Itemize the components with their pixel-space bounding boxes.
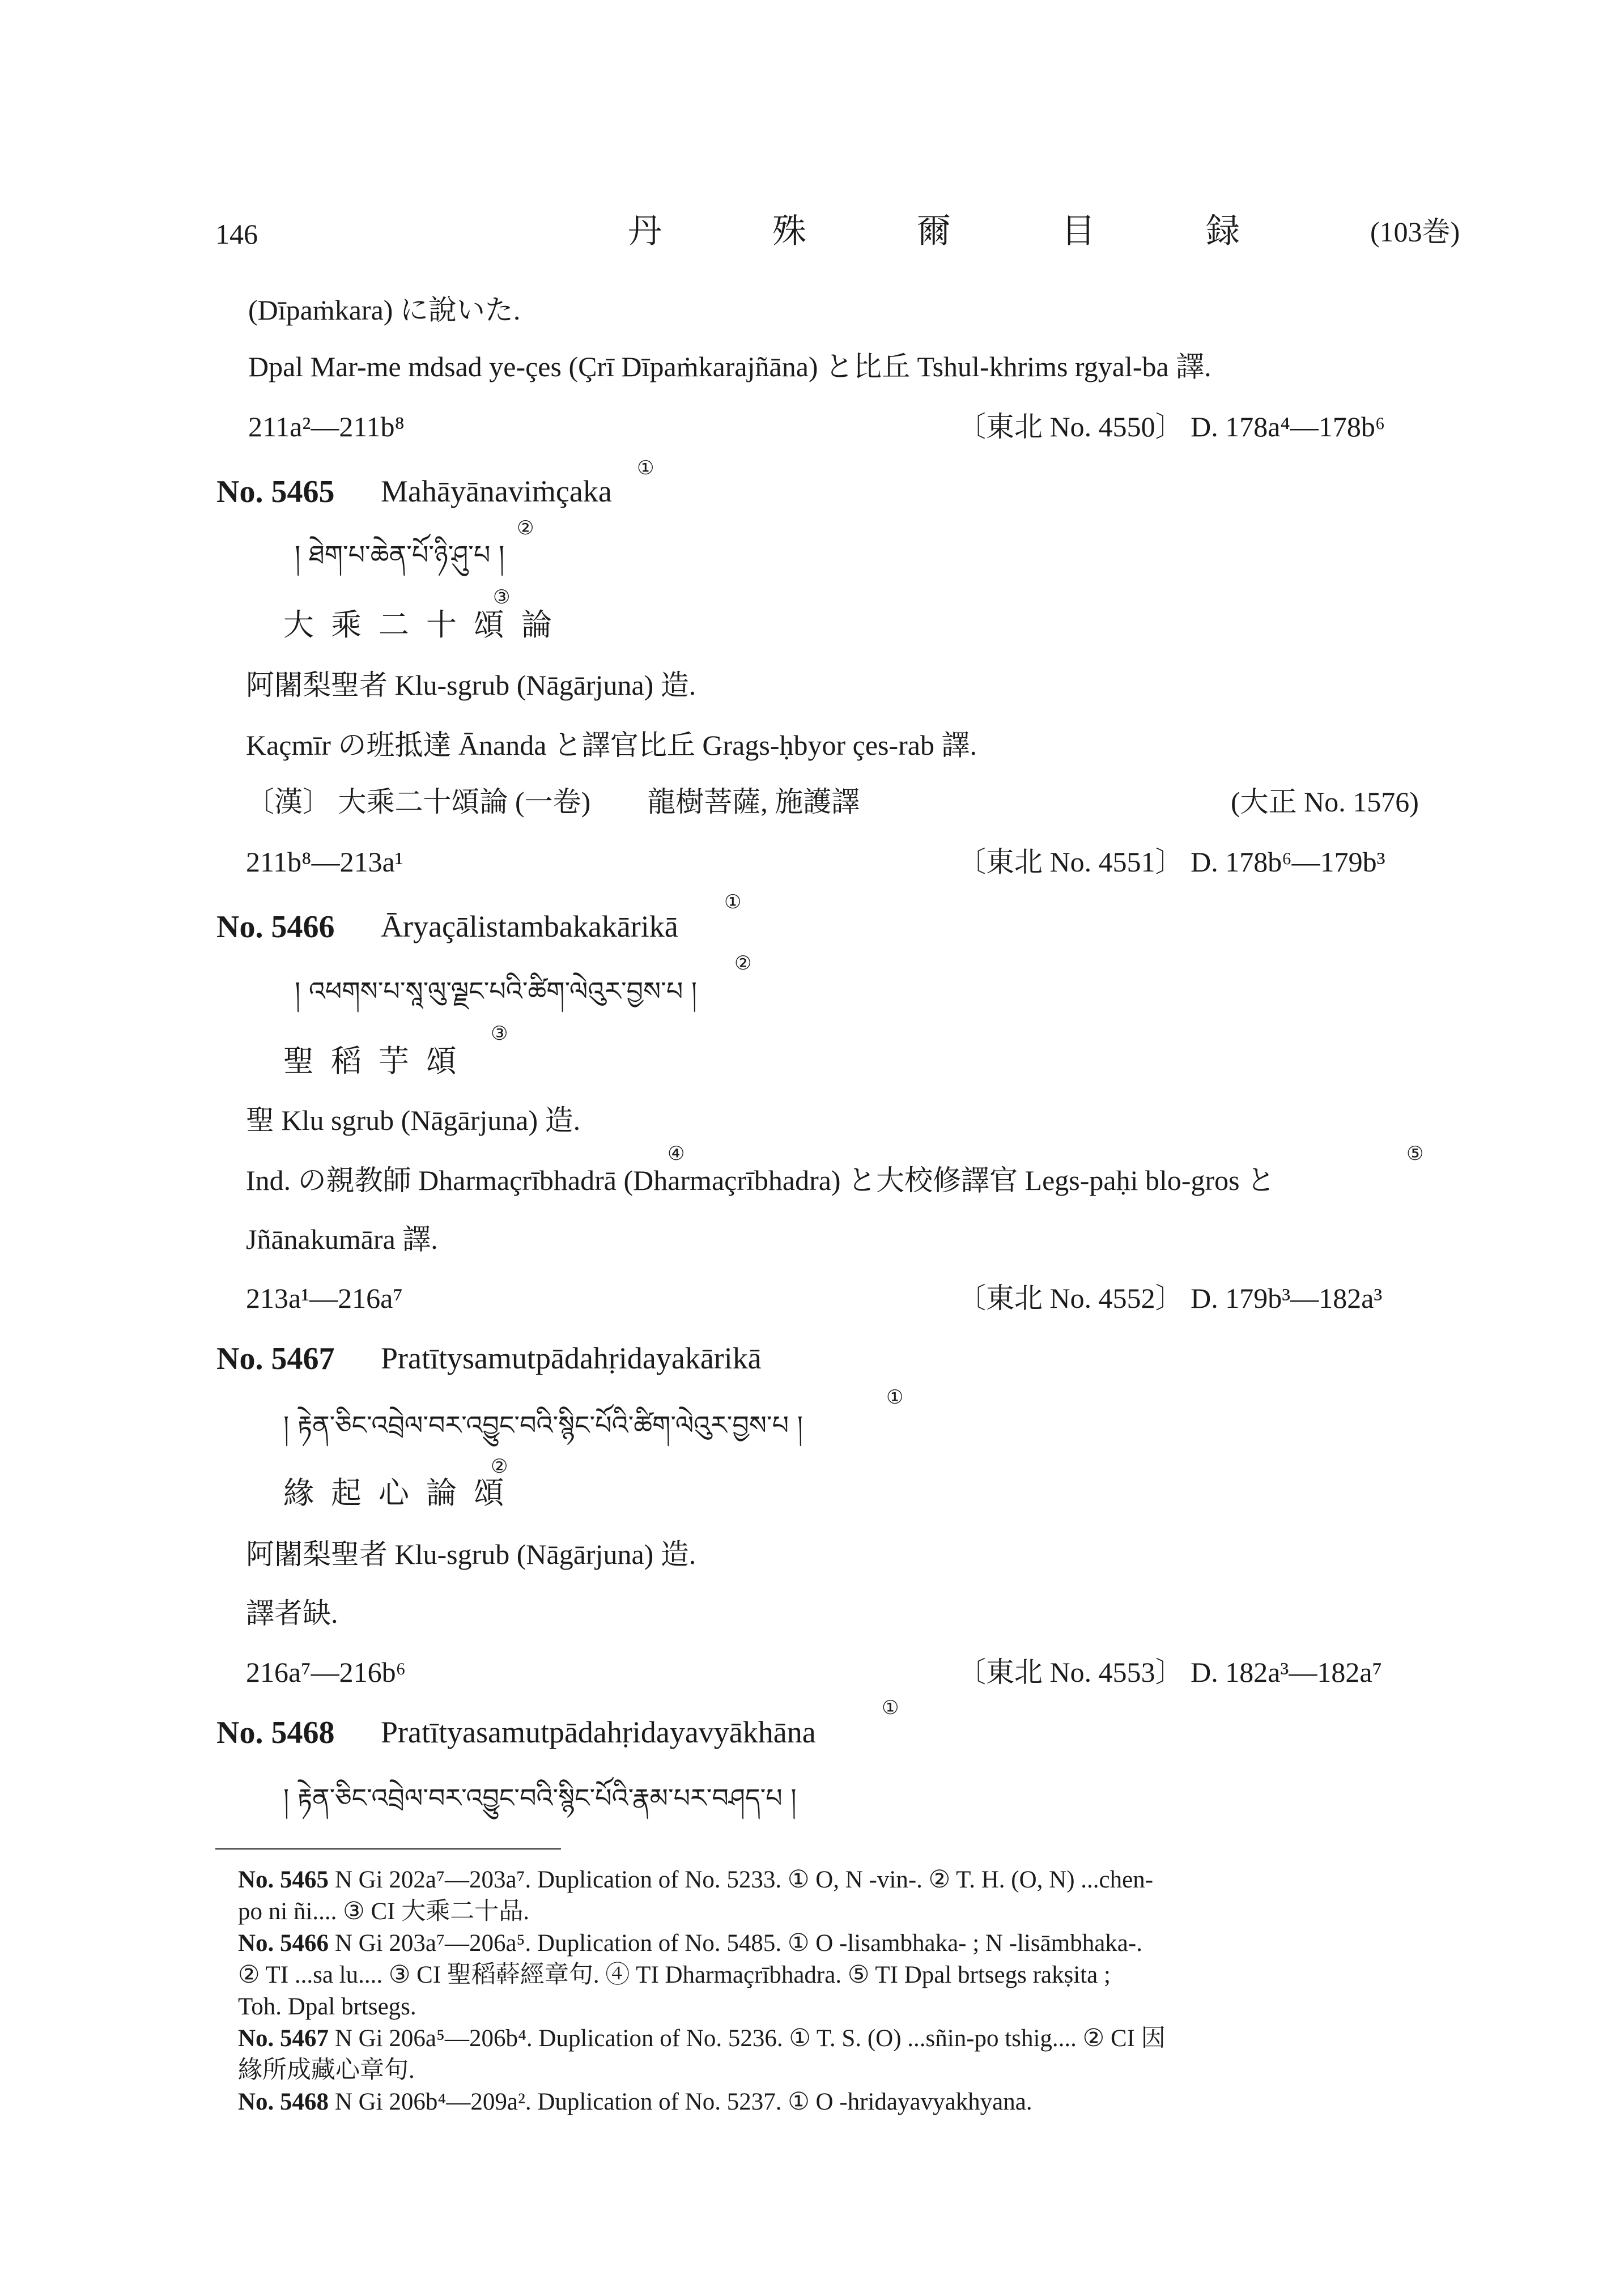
footnote-number: No. 5466 <box>238 1930 329 1957</box>
note-marker: ② <box>491 1456 508 1477</box>
note-marker: ① <box>637 458 654 479</box>
entry-ref-left: 213a¹—216a⁷ <box>246 1282 403 1314</box>
footnote-text: N Gi 203a⁷—206a⁵. Duplication of No. 5485. ① O -lisambhaka- ; N -lisāmbhaka-. <box>334 1930 1142 1957</box>
entry-title: Pratītysamutpādahṛidayakārikā <box>381 1341 762 1375</box>
entry-tibetan: ། ཐེག་པ་ཆེན་པོ་ཉི་ཤུ་པ ། <box>295 539 505 570</box>
entry-chinese: 緣起心論頌 <box>283 1476 521 1510</box>
entry-title: Āryaçālistambakakārikā <box>381 909 678 943</box>
footnote-continuation: Toh. Dpal brtsegs. <box>238 1993 416 2020</box>
intro-line-1: (Dīpaṁkara) に說いた. <box>248 294 521 326</box>
note-marker: ④ <box>668 1143 685 1164</box>
footnote-text: N Gi 206a⁵—206b⁴. Duplication of No. 5236. ① T. S. (O) ...sñin-po tshig.... ② CI 因 <box>334 2025 1166 2052</box>
entry-line: 阿闍梨聖者 Klu-sgrub (Nāgārjuna) 造. <box>246 1538 696 1570</box>
entry-line: Kaçmīr の班抵達 Ānanda と譯官比丘 Grags-ḥbyor çes-rab 譯. <box>246 729 977 761</box>
entry-number: No. 5465 <box>216 474 335 509</box>
footnote-text: N Gi 206b⁴—209a². Duplication of No. 5237. ① O -hridayavyakhyana. <box>334 2089 1032 2115</box>
footnote-divider <box>215 1848 561 1849</box>
page-number: 146 <box>215 218 258 250</box>
note-marker: ⑤ <box>1406 1143 1424 1164</box>
volume-label: (103巻) <box>1370 216 1460 248</box>
entry-line: Jñānakumāra 譯. <box>246 1223 438 1255</box>
entry-ref-right: 〔東北 No. 4553〕 D. 182a³—182a⁷ <box>958 1656 1383 1688</box>
footnote-number: No. 5468 <box>238 2089 329 2115</box>
entry-ref-right: 〔東北 No. 4551〕 D. 178b⁶—179b³ <box>958 846 1385 878</box>
note-marker: ① <box>882 1698 899 1719</box>
entry-chinese: 大乘二十頌論 <box>283 608 569 642</box>
entry-title: Mahāyānaviṁçaka <box>381 474 612 508</box>
note-marker: ③ <box>493 587 511 608</box>
entry-ref-left: 216a⁷—216b⁶ <box>246 1656 406 1688</box>
footnote-continuation: po ni ñi.... ③ CI 大乘二十品. <box>238 1898 529 1925</box>
footnote <box>238 2026 1166 2051</box>
entry-chinese: 聖稻芋頌 <box>283 1044 474 1078</box>
note-marker: ② <box>734 953 752 974</box>
footnote-continuation: ② TI ...sa lu.... ③ CI 聖稻𦼮經章句. ④ TI Dharmaçrībhadra. ⑤ TI Dpal brtsegs rakṣita ; <box>238 1962 1111 1988</box>
footnote-number: No. 5465 <box>238 1866 329 1893</box>
footnote-number: No. 5467 <box>238 2025 329 2052</box>
note-marker: ① <box>724 892 742 913</box>
footnote-continuation: 緣所成藏心章句. <box>238 2057 415 2084</box>
entry-tibetan: ། རྟེན་ཅིང་འབྲེལ་བར་འབྱུང་བའི་སྙིང་པོའི་ཚིག་ལེའུར་བྱས་པ ། <box>283 1410 803 1440</box>
entry-ref-left: 211b⁸—213a¹ <box>246 846 403 878</box>
entry-title: Pratītyasamutpādahṛidayavyākhāna <box>381 1715 816 1749</box>
page-title: 丹 殊 爾 目 録 <box>628 212 1291 250</box>
entry-ref-right: 〔東北 No. 4552〕 D. 179b³—182a³ <box>958 1282 1383 1314</box>
footnote <box>238 1868 1153 1892</box>
entry-line: Ind. の親教師 Dharmaçrībhadrā (Dharmaçrībhadra) と大校修譯官 Legs-paḥi blo-gros と <box>246 1164 1276 1196</box>
note-marker: ③ <box>491 1023 508 1044</box>
entry-line: 〔漢〕 大乘二十頌論 (一卷) 龍樹菩薩, 施護譯 <box>246 786 860 818</box>
han-reference: (大正 No. 1576) <box>1231 786 1419 818</box>
entry-number: No. 5466 <box>216 909 335 945</box>
entry-line: 譯者缺. <box>246 1597 338 1629</box>
footnote <box>238 1931 1142 1955</box>
entry-tibetan: ། འཕགས་པ་སཱ་ལུ་ལྗང་པའི་ཚིག་ལེའུར་བྱས་པ ། <box>295 976 698 1006</box>
note-marker: ② <box>517 518 534 539</box>
intro-ref-right: 〔東北 No. 4550〕 D. 178a⁴—178b⁶ <box>958 411 1385 443</box>
entry-line: 聖 Klu sgrub (Nāgārjuna) 造. <box>246 1104 581 1136</box>
intro-ref-left: 211a²—211b⁸ <box>248 411 405 443</box>
footnote-text: N Gi 202a⁷—203a⁷. Duplication of No. 5233. ① O, N -vin-. ② T. H. (O, N) ...chen- <box>334 1866 1154 1893</box>
entry-number: No. 5467 <box>216 1341 335 1376</box>
note-marker: ① <box>886 1387 904 1408</box>
entry-number: No. 5468 <box>216 1715 335 1750</box>
intro-line-2: Dpal Mar-me mdsad ye-çes (Çrī Dīpaṁkarajñāna) と比丘 Tshul-khrims rgyal-ba 譯. <box>248 351 1211 382</box>
entry-tibetan: ། རྟེན་ཅིང་འབྲེལ་བར་འབྱུང་བའི་སྙིང་པོའི་རྣམ་པར་བཤད་པ ། <box>283 1783 797 1813</box>
entry-line: 阿闍梨聖者 Klu-sgrub (Nāgārjuna) 造. <box>246 669 696 701</box>
footnote <box>238 2090 1032 2114</box>
